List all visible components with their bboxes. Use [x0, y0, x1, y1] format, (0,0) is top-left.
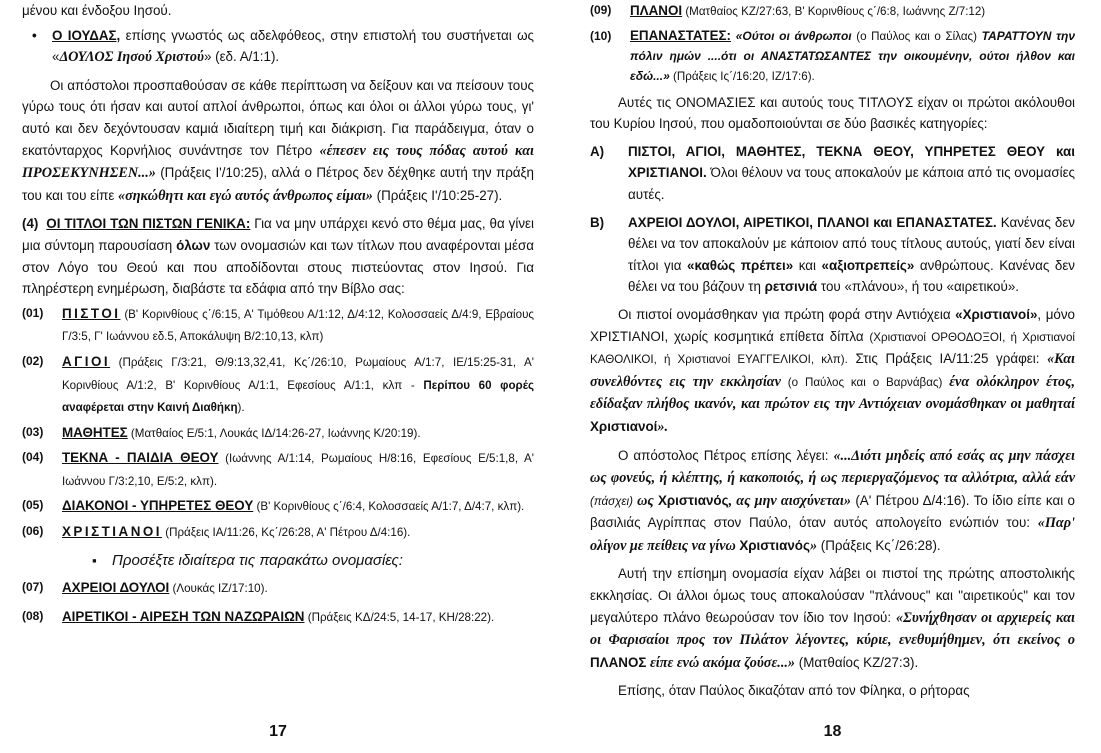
- paragraph-antioch: Οι πιστοί ονομάσθηκαν για πρώτη φορά στην Αντιόχεια «Χριστιανοί», μόνο ΧΡΙΣΤΙΑΝΟΙ, χωρίς κοσμητικά επίθετα δίπλα (Χριστιανοί ΟΡΘΟΔΟΞΟΙ, ή Χριστιανοί ΚΑΘΟΛΙΚΟΙ, ή Χριστιανοί ΕΥΑΓΓΕΛΙΚΟΙ, κλπ). Στις Πράξεις ΙΑ/11:25 γράφει: «Και συνελθόντες εις την εκκλησίαν (ο Παύλος και ο Βαρνάβας) ένα ολόκληρον έτος, εδίδαξαν πλήθος ικανόν, και πρώτον εις την Αντιόχειαν ονομάσθηκαν οι μαθηταί Χριστιανοί».: [590, 306, 1075, 435]
- paragraph-titles: Αυτές τις ΟΝΟΜΑΣΙΕΣ και αυτούς τους ΤΙΤΛΟΥΣ είχαν οι πρώτοι ακόλουθοι του Κυρίου Ιησού, που ομαδοποιούνται σε δύο βασικές κατηγορίες:: [590, 94, 1075, 132]
- list-item: (02) ΑΓΙΟΙ (Πράξεις Γ/3:21, Θ/9:13,32,41, Κς΄/26:10, Ρωμαίους Α/1:7, ΙΕ/15:25-31, Α' Κορινθίους Α/1:2, Β' Κορινθίους Α/1:1, Εφεσίους Α/1:1, κλπ - Περίπου 60 φορές αναφέρεται στην Καινή Διαθήκη).: [22, 353, 534, 415]
- note-line: ▪ Προσέξτε ιδιαίτερα τις παρακάτω ονομασίες:: [22, 550, 534, 572]
- list-item: (09) ΠΛΑΝΟΙ (Ματθαίος ΚΖ/27:63, Β' Κορινθίους ς΄/6:8, Ιωάννης Ζ/7:12): [590, 3, 986, 18]
- section-heading-4: (4) ΟΙ ΤΙΤΛΟΙ ΤΩΝ ΠΙΣΤΩΝ ΓΕΝΙΚΑ: Για να μην υπάρχει κενό στο θέμα μας, θα γίνει μια σύντομη παρουσίαση όλων των ονομασιών και των τίτλων που αναφέρονται μέσα στον Λόγο του Θεού και που αποδίδονται στους πιστεύοντας στον Ιησού. Για πληρέστερη ενημέρωση, διαβάστε τα εδάφια από την Βίβλο σας:: [22, 216, 534, 297]
- list-item: (08) ΑΙΡΕΤΙΚΟΙ - ΑΙΡΕΣΗ ΤΩΝ ΝΑΖΩΡΑΙΩΝ (Πράξεις ΚΔ/24:5, 14-17, ΚΗ/28:22).: [22, 608, 495, 624]
- list-item: (10) ΕΠΑΝΑΣΤΑΤΕΣ: «Ούτοι οι άνθρωποι (ο Παύλος και ο Σίλας) ΤΑΡΑΤΤΟΥΝ την πόλιν ημών ....ότι οι ΑΝΑΣΤΑΤΩΣΑΝΤΕΣ την οικουμένην, ούτοι ήλθον και εδώ...» (Πράξεις Ις΄/16:20, ΙΖ/17:6).: [590, 27, 1075, 83]
- category-b: Β) ΑΧΡΕΙΟΙ ΔΟΥΛΟΙ, ΑΙΡΕΤΙΚΟΙ, ΠΛΑΝΟΙ και ΕΠΑΝΑΣΤΑΤΕΣ. Κανένας δεν θέλει να τον αποκαλούν με κάποιον από τους τίτλους αυτούς, γιατί δεν είναι τίτλοι για «καθώς πρέπει» και «αξιοπρεπείς» ανθρώπους. Κανένας δεν θέλει να του βάζουν τη ρετσινιά του «πλάνου», ή του «αιρετικού».: [590, 214, 1075, 295]
- list-item: (04) ΤΕΚΝΑ - ΠΑΙΔΙΑ ΘΕΟΥ (Ιωάννης Α/1:14, Ρωμαίους Η/8:16, Εφεσίους Ε/5:1,8, Α' Ιωάννου Γ/3:2,10, Ε/5:2, κλπ).: [22, 450, 535, 488]
- bullet-icon: ▪: [92, 552, 97, 568]
- list-item: (01) ΠΙΣΤΟΙ (Β' Κορινθίους ς΄/6:15, Α' Τιμόθεου Α/1:12, Δ/4:12, Κολοσσαείς Δ/4:9, Εβραίους Γ/3:5, Γ' Ιωάννου εδ.5, Αποκάλυψη Β/2:10,13, κλπ): [22, 305, 534, 344]
- page-number: 18: [823, 723, 842, 741]
- paragraph-official-name: Αυτή την επίσημη ονομασία είχαν λάβει οι πιστοί της πρώτης αποστολικής εκκλησίας. Οι άλλοι όμως τους αποκαλούσαν "πλάνους" και "αιρετικούς" και τον μεγαλύτερο πλάνο θεωρούσαν τον ίδιο τον Ιησού: «Συνήχθησαν οι αρχιερείς και οι Φαρισαίοι προς τον Πιλάτον λέγοντες, κύριε, ενεθυμήθημεν, ότι εκείνος ο ΠΛΑΝΟΣ είπε ενώ ακόμα ζούσε...» (Ματθαίος ΚΖ/27:3).: [590, 566, 1075, 671]
- name-iouda: Ο ΙΟΥΔΑΣ,: [52, 27, 121, 43]
- paragraph-iouda: • Ο ΙΟΥΔΑΣ, επίσης γνωστός ως αδελφόθεος, στην επιστολή του συστήνεται ως «ΔΟΥΛΟΣ Ιησού Χριστού» (εδ. Α/1:1).: [22, 25, 534, 69]
- paragraph-apostles: Οι απόστολοι προσπαθούσαν σε κάθε περίπτωση να δείξουν και να πείσουν τους γύρω τους ότι ήσαν και αυτοί απλοί άνθρωποι, όπως και όλοι οι άλλοι γύρω τους, γι' αυτό και δεν δεχόντουσαν καμιά ιδιαίτερη τιμή και διάκριση. Για παράδειγμα, όταν ο εκατόνταρχος Κορνήλιος συνάντησε τον Πέτρο «έπεσεν εις τους πόδας αυτού και ΠΡΟΣΕΚΥΝΗΣΕΝ...» (Πράξεις Ι'/10:25), αλλά ο Πέτρος δεν δέχθηκε αυτή την πράξη του και του είπε «σηκώθητι και εγώ αυτός άνθρωπος είμαι» (Πράξεις Ι'/10:25-27).: [22, 77, 534, 204]
- list-item: (07) ΑΧΡΕΙΟΙ ΔΟΥΛΟΙ (Λουκάς ΙΖ/17:10).: [22, 580, 268, 596]
- paragraph: Επίσης, όταν Παύλος δικαζόταν από τον Φίληκα, ο ρήτορας: [618, 683, 970, 699]
- page-right: [590, 0, 1075, 753]
- bullet-icon: •: [32, 27, 37, 43]
- page-number: 17: [269, 723, 287, 741]
- list-item: (03) ΜΑΘΗΤΕΣ (Ματθαίος Ε/5:1, Λουκάς ΙΔ/14:26-27, Ιωάννης Κ/20:19).: [22, 424, 421, 440]
- paragraph-peter: Ο απόστολος Πέτρος επίσης λέγει: «...Διότι μηδείς από εσάς ας μην πάσχει ως φονεύς, ή κλέπτης, ή κακοποιός, ή ως περιεργαζόμενος τα αλλότρια, αλλά εάν (πάσχει) ως Χριστιανός, ας μην αισχύνεται» (Α' Πέτρου Δ/4:16). Το ίδιο είπε και ο βασιλιάς Αγρίππας στον Παύλο, όταν αυτός απολογείτο ενώπιόν του: «Παρ' ολίγον με πείθεις να γίνω Χριστιανός» (Πράξεις Κς΄/26:28).: [590, 447, 1075, 554]
- page-left: [22, 0, 534, 753]
- list-item: (05) ΔΙΑΚΟΝΟΙ - ΥΠΗΡΕΤΕΣ ΘΕΟΥ (Β' Κορινθίους ς΄/6:4, Κολοσσαείς Α/1:7, Δ/4:7, κλπ).: [22, 498, 525, 514]
- paragraph: μένου και ένδοξου Ιησού.: [22, 3, 172, 18]
- category-a: Α) ΠΙΣΤΟΙ, ΑΓΙΟΙ, ΜΑΘΗΤΕΣ, ΤΕΚΝΑ ΘΕΟΥ, ΥΠΗΡΕΤΕΣ ΘΕΟΥ και ΧΡΙΣΤΙΑΝΟΙ. Όλοι θέλουν να τους αποκαλούν με κάποια από τις ονομασίες αυτές.: [590, 143, 1075, 202]
- list-item: (06) ΧΡΙΣΤΙΑΝΟΙ (Πράξεις ΙΑ/11:26, Κς΄/26:28, Α' Πέτρου Δ/4:16).: [22, 524, 411, 540]
